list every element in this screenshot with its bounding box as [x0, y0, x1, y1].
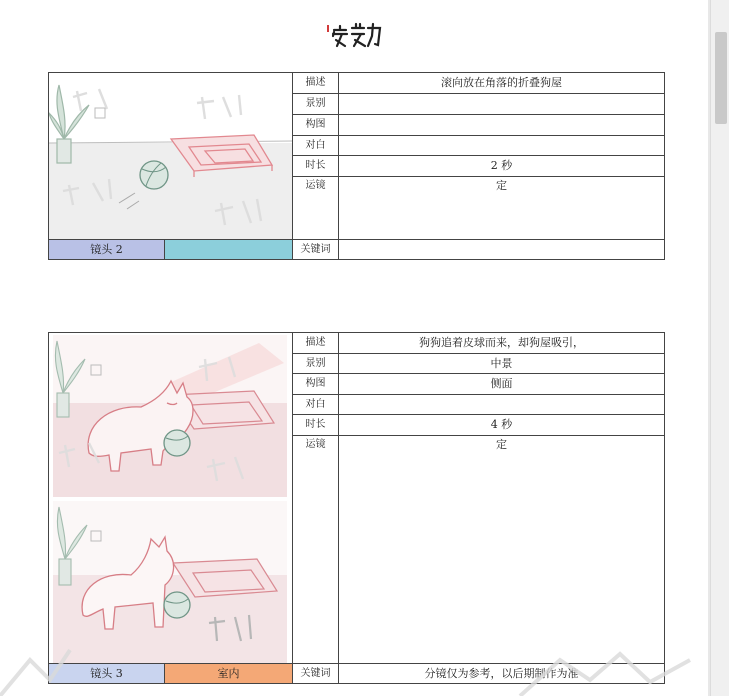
ball-icon — [164, 592, 190, 618]
row-duration — [293, 415, 664, 436]
label-duration: 时长 — [293, 415, 339, 435]
vertical-scrollbar[interactable] — [710, 0, 729, 696]
value-camera: 定 — [496, 179, 507, 192]
label-composition: 构图 — [293, 374, 339, 394]
row-camera — [293, 177, 664, 241]
value-keywords — [339, 240, 664, 259]
value-dialogue — [339, 136, 664, 155]
row-shot-size — [293, 354, 664, 374]
label-shot-size: 景别 — [293, 354, 339, 373]
ball-icon — [140, 161, 168, 189]
label-camera: 运镜 — [293, 177, 339, 241]
shot-number: 镜头 3 — [49, 664, 165, 683]
row-composition — [293, 115, 664, 136]
label-duration: 时长 — [293, 156, 339, 176]
value-shot-size — [339, 94, 664, 114]
value-description: 狗狗追着皮球而来，却狗屋吸引， — [419, 336, 584, 349]
storyboard-shot-2 — [48, 72, 665, 260]
value-dialogue — [339, 395, 664, 414]
value-camera: 定 — [496, 438, 507, 451]
label-dialogue: 对白 — [293, 395, 339, 414]
shot-3-panel-1 — [53, 335, 287, 497]
value-keywords: 分镜仅为参考，以后期制作为准 — [424, 667, 579, 680]
row-description — [293, 333, 664, 354]
brand-logo-icon — [320, 18, 390, 50]
row-dialogue — [293, 136, 664, 156]
row-description — [293, 73, 664, 94]
row-dialogue — [293, 395, 664, 415]
label-camera: 运镜 — [293, 436, 339, 665]
label-keywords: 关键词 — [293, 664, 339, 683]
value-shot-size: 中景 — [490, 357, 513, 370]
shot-2-illustration — [49, 73, 293, 241]
shot-3-illustration — [49, 333, 293, 665]
label-keywords: 关键词 — [293, 240, 339, 259]
value-duration: 2 秒 — [490, 159, 513, 172]
shot-number: 镜头 2 — [49, 240, 165, 259]
row-composition — [293, 374, 664, 395]
scrollbar-thumb[interactable] — [715, 32, 727, 124]
page-watermark-icon — [0, 620, 708, 696]
value-duration: 4 秒 — [490, 418, 513, 431]
label-composition: 构图 — [293, 115, 339, 135]
shot-location: 室内 — [165, 664, 293, 683]
shot-2-footer — [49, 239, 664, 259]
label-description: 描述 — [293, 73, 339, 93]
row-shot-size — [293, 94, 664, 115]
row-duration — [293, 156, 664, 177]
ball-icon — [164, 430, 190, 456]
label-description: 描述 — [293, 333, 339, 353]
value-composition: 侧面 — [490, 377, 513, 390]
value-description: 滚向放在角落的折叠狗屋 — [441, 76, 562, 89]
label-shot-size: 景别 — [293, 94, 339, 114]
value-composition — [339, 115, 664, 135]
shot-location — [165, 240, 293, 259]
label-dialogue: 对白 — [293, 136, 339, 155]
